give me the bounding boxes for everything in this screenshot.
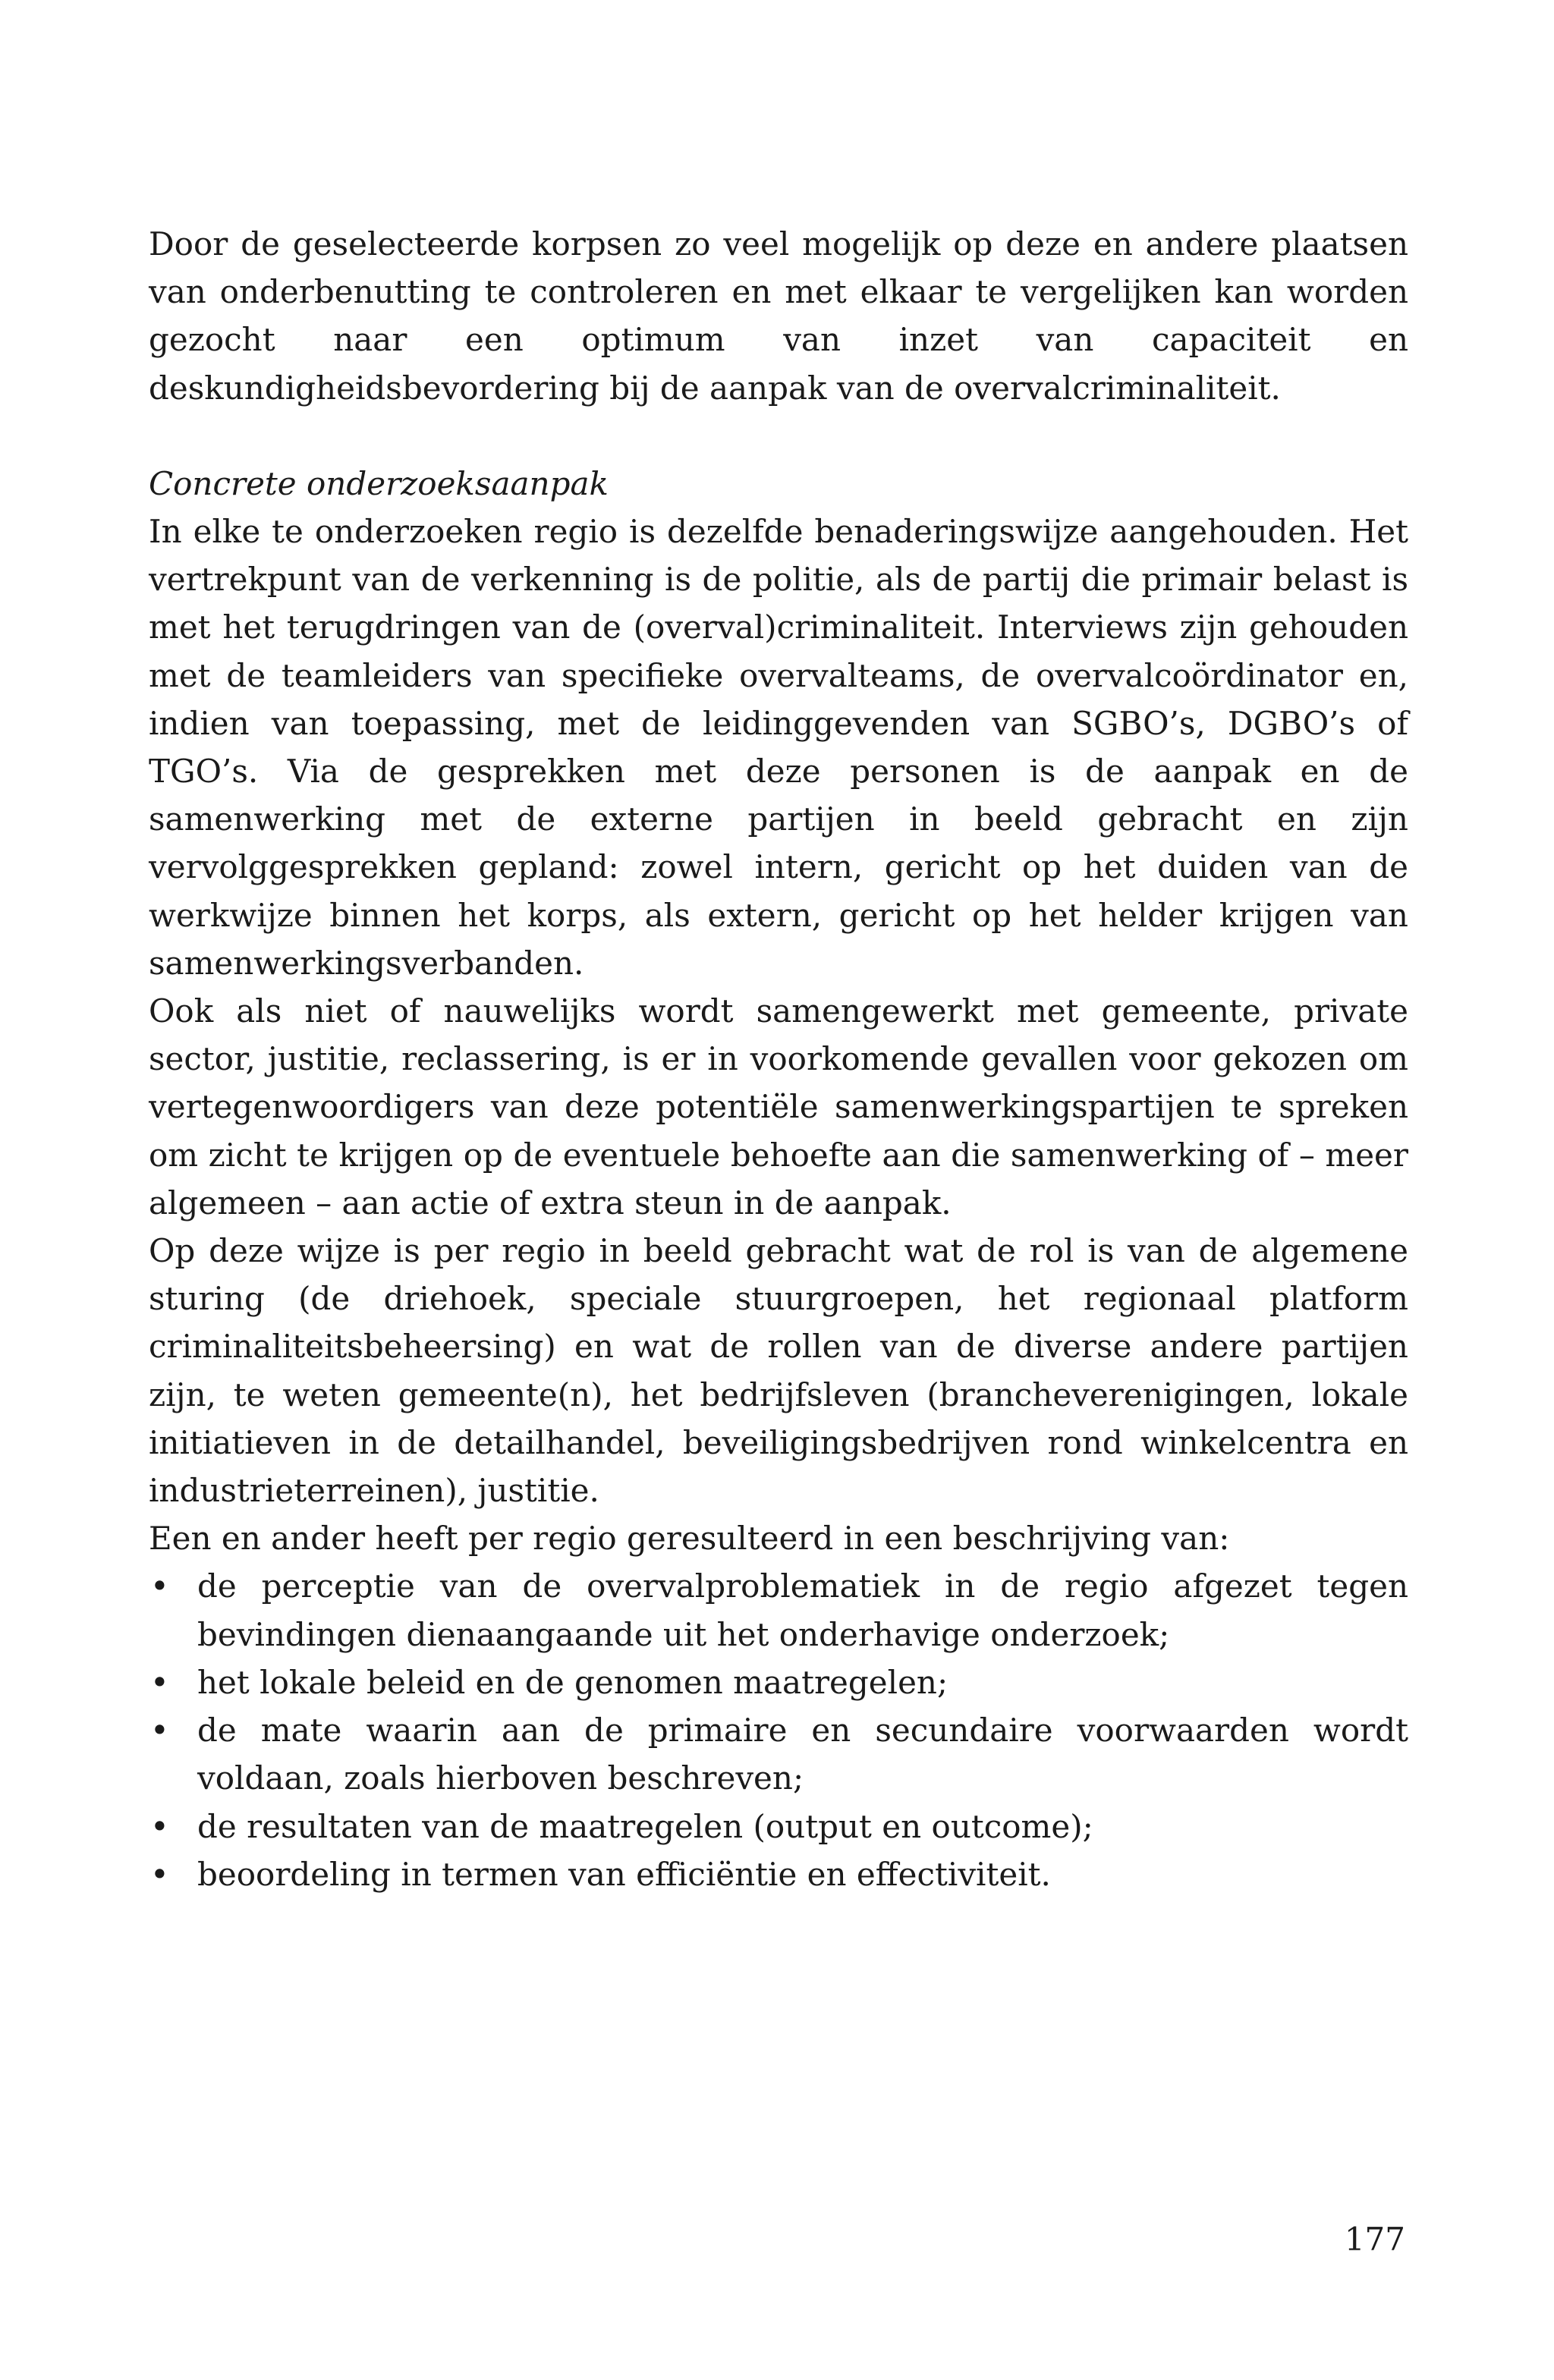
paragraph-cooperation: Ook als niet of nauwelijks wordt samengewerkt met gemeente, private sector, justitie, reclassering, is er in voorkomende gevallen voor gekozen om vertegenwoordigers van deze potentiële samenwerkingspartijen te spreken om zicht te krijgen op de eventuele behoefte aan die samenwerking of – meer algemeen – aan actie of extra steun in de aanpak. bbox=[149, 992, 1408, 1221]
bullet-icon: • bbox=[150, 1712, 169, 1750]
list-item-text: het lokale beleid en de genomen maatregelen; bbox=[197, 1663, 948, 1701]
section-subheading: Concrete onderzoeksaanpak bbox=[149, 464, 609, 502]
list-item-text: beoordeling in termen van efficiëntie en effectiviteit. bbox=[197, 1855, 1051, 1893]
results-bullet-list bbox=[149, 1562, 1408, 1897]
list-item-text: de perceptie van de overvalproblematiek in de regio afgezet tegen bevindingen dienaangaande uit het onderhavige onderzoek; bbox=[197, 1567, 1408, 1653]
paragraph-roles: Op deze wijze is per regio in beeld gebracht wat de rol is van de algemene sturing (de driehoek, speciale stuurgroepen, het regionaal platform criminaliteitsbeheersing) en wat de rollen van de diverse andere partijen zijn, te weten gemeente(n), het bedrijfsleven (brancheverenigingen, lokale initiatieven in de detailhandel, beveiligingsbedrijven rond winkelcentra en industrieterreinen), justitie. bbox=[149, 1232, 1408, 1510]
list-item bbox=[149, 1850, 1408, 1898]
page-number: 177 bbox=[1344, 2221, 1405, 2258]
list-item bbox=[149, 1562, 1408, 1658]
paragraph-approach: In elke te onderzoeken regio is dezelfde benaderingswijze aangehouden. Het vertrekpunt van de verkenning is de politie, als de partij die primair belast is met het terugdringen van de (overval)criminaliteit. Interviews zijn gehouden met de teamleiders van specifieke overvalteams, de overvalcoördinator en, indien van toepassing, met de leidinggevenden van SGBO’s, DGBO’s of TGO’s. Via de gesprekken met deze personen is de aanpak en de samenwerking met de externe partijen in beeld gebracht en zijn vervolggesprekken gepland: zowel intern, gericht op het duiden van de werkwijze binnen het korps, als extern, gericht op het helder krijgen van samenwerkingsverbanden. bbox=[149, 513, 1408, 982]
list-item-text: de mate waarin aan de primaire en secundaire voorwaarden wordt voldaan, zoals hierboven beschreven; bbox=[197, 1712, 1408, 1797]
bullet-icon: • bbox=[150, 1855, 169, 1893]
bullet-icon: • bbox=[150, 1567, 169, 1605]
list-item bbox=[149, 1706, 1408, 1802]
paragraph-intro: Door de geselecteerde korpsen zo veel mogelijk op deze en andere plaatsen van onderbenutting te controleren en met elkaar te vergelijken kan worden gezocht naar een optimum van inzet van capaciteit en deskundigheidsbevordering bij de aanpak van de overvalcriminaliteit. bbox=[149, 225, 1408, 407]
paragraph-spacer bbox=[149, 412, 1408, 460]
bullet-icon: • bbox=[150, 1807, 169, 1845]
list-item bbox=[149, 1658, 1408, 1706]
bullet-icon: • bbox=[150, 1663, 169, 1701]
page-body bbox=[149, 220, 1408, 1898]
paragraph-result-intro: Een en ander heeft per regio geresulteerd in een beschrijving van: bbox=[149, 1520, 1230, 1558]
list-item-text: de resultaten van de maatregelen (output en outcome); bbox=[197, 1807, 1093, 1845]
list-item bbox=[149, 1803, 1408, 1850]
